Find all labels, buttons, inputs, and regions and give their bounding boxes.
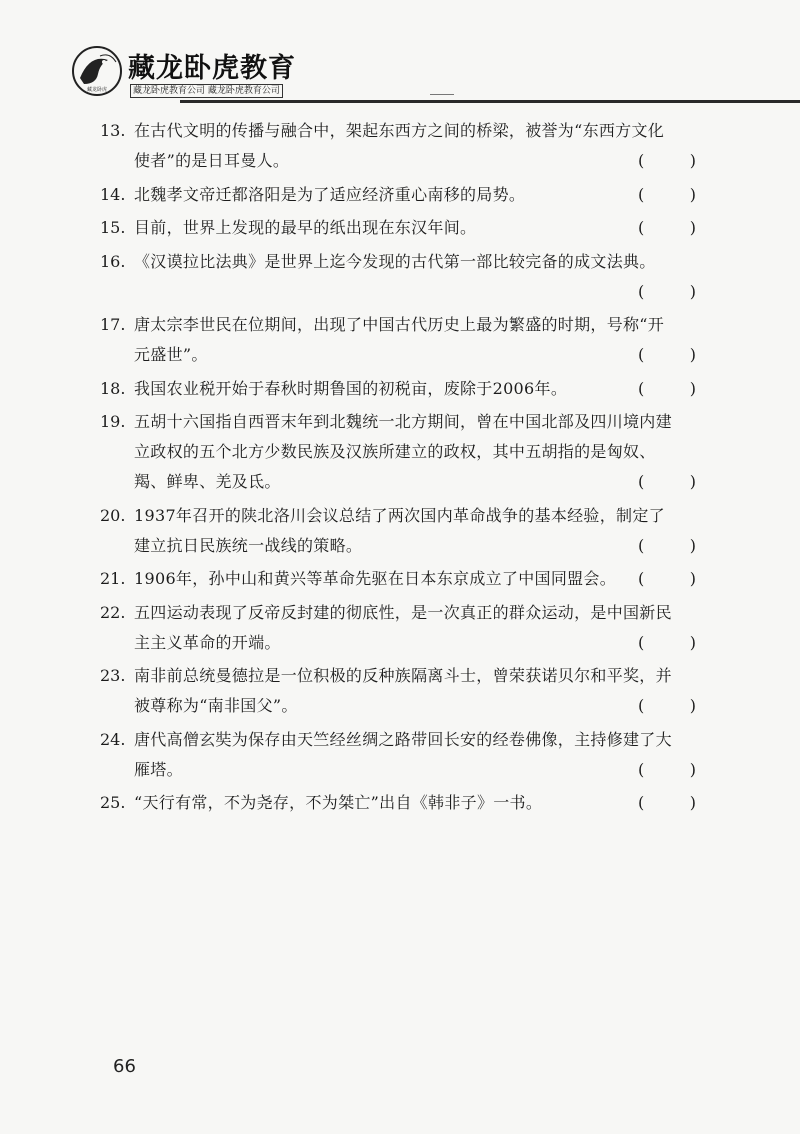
- question-number: 23.: [100, 666, 126, 685]
- question-item: [100, 116, 710, 176]
- question-number: 25.: [100, 793, 126, 812]
- close-paren: ): [689, 218, 696, 237]
- open-paren: (: [638, 632, 645, 652]
- close-paren: ): [689, 151, 696, 170]
- question-item: [100, 661, 710, 721]
- question-number: 17.: [100, 315, 126, 334]
- open-paren: (: [638, 378, 645, 398]
- answer-blank[interactable]: [638, 277, 696, 307]
- question-text-line: 建立抗日民族统一战线的策略。: [134, 535, 363, 555]
- answer-blank[interactable]: [638, 628, 696, 658]
- question-item: [100, 247, 710, 307]
- brand-title: 藏龙卧虎教育: [128, 53, 296, 84]
- open-paren: (: [638, 535, 645, 555]
- open-paren: (: [638, 569, 645, 588]
- question-number: 20.: [100, 505, 126, 525]
- question-text-line: 1906年，孙中山和黄兴等革命先驱在日本东京成立了中国同盟会。: [134, 569, 617, 588]
- question-number: 13.: [100, 121, 126, 140]
- answer-blank[interactable]: [638, 146, 696, 176]
- close-paren: ): [689, 472, 696, 491]
- question-number: 22.: [100, 602, 126, 622]
- question-text-line: [100, 277, 710, 307]
- open-paren: (: [638, 218, 645, 237]
- question-text-line: 元盛世”。: [134, 345, 208, 364]
- question-text-line: 主主义革命的开端。: [134, 632, 281, 652]
- question-text-line: 雁塔。: [134, 759, 183, 779]
- answer-blank[interactable]: [638, 531, 696, 561]
- question-text-line: 在古代文明的传播与融合中，架起东西方之间的桥梁，被誉为“东西方文化: [134, 121, 665, 140]
- question-item: [100, 598, 710, 658]
- question-number: 15.: [100, 218, 126, 237]
- close-paren: ): [689, 281, 696, 301]
- answer-blank[interactable]: [638, 213, 696, 243]
- question-number: 24.: [100, 729, 126, 749]
- question-text-line: 南非前总统曼德拉是一位积极的反种族隔离斗士，曾荣获诺贝尔和平奖，并: [134, 666, 672, 685]
- question-item: [100, 501, 710, 561]
- question-text-line: 我国农业税开始于春秋时期鲁国的初税亩，废除于2006年。: [134, 378, 568, 398]
- question-number: 16.: [100, 251, 126, 271]
- close-paren: ): [689, 632, 696, 652]
- question-number: 18.: [100, 378, 126, 398]
- logo-caption: 藏龙卧虎: [86, 87, 108, 93]
- question-item: [100, 310, 710, 370]
- question-number: 14.: [100, 184, 126, 204]
- answer-blank[interactable]: [638, 374, 696, 404]
- question-text-line: 《汉谟拉比法典》是世界上迄今发现的古代第一部比较完备的成文法典。: [134, 251, 656, 271]
- question-item: [100, 564, 710, 594]
- answer-blank[interactable]: [638, 755, 696, 785]
- close-paren: ): [689, 759, 696, 779]
- open-paren: (: [638, 472, 645, 491]
- question-text-line: 五四运动表现了反帝反封建的彻底性，是一次真正的群众运动，是中国新民: [134, 602, 672, 622]
- close-paren: ): [689, 535, 696, 555]
- question-text-line: 立政权的五个北方少数民族及汉族所建立的政权，其中五胡指的是匈奴、: [134, 442, 656, 461]
- question-text-line: 1937年召开的陕北洛川会议总结了两次国内革命战争的基本经验，制定了: [134, 505, 665, 525]
- question-list: [100, 116, 710, 822]
- answer-blank[interactable]: [638, 180, 696, 210]
- open-paren: (: [638, 184, 645, 204]
- question-number: 19.: [100, 412, 126, 431]
- question-text-line: 五胡十六国指自西晋末年到北魏统一北方期间，曾在中国北部及四川境内建: [134, 412, 672, 431]
- page-number: 66: [113, 1056, 136, 1077]
- answer-blank[interactable]: [638, 788, 696, 818]
- question-item: [100, 213, 710, 243]
- close-paren: ): [689, 184, 696, 204]
- page-header: [0, 0, 800, 106]
- question-number: 21.: [100, 569, 126, 588]
- close-paren: ): [689, 696, 696, 715]
- open-paren: (: [638, 793, 645, 812]
- answer-blank[interactable]: [638, 564, 696, 594]
- question-text-line: “天行有常，不为尧存，不为桀亡”出自《韩非子》一书。: [134, 793, 543, 812]
- question-text-line: 目前，世界上发现的最早的纸出现在东汉年间。: [134, 218, 477, 237]
- open-paren: (: [638, 345, 645, 364]
- question-text-line: 使者”的是日耳曼人。: [134, 151, 290, 170]
- question-text-line: 羯、鲜卑、羌及氐。: [134, 472, 281, 491]
- question-item: [100, 180, 710, 210]
- open-paren: (: [638, 281, 645, 301]
- close-paren: ): [689, 793, 696, 812]
- question-item: [100, 374, 710, 404]
- question-item: [100, 407, 710, 497]
- header-rule: [180, 100, 800, 103]
- answer-blank[interactable]: [638, 340, 696, 370]
- open-paren: (: [638, 151, 645, 170]
- close-paren: ): [689, 345, 696, 364]
- question-text-line: 唐太宗李世民在位期间，出现了中国古代历史上最为繁盛的时期，号称“开: [134, 315, 665, 334]
- open-paren: (: [638, 759, 645, 779]
- close-paren: ): [689, 378, 696, 398]
- answer-blank[interactable]: [638, 691, 696, 721]
- logo-emblem-icon: [70, 44, 124, 98]
- answer-blank[interactable]: [638, 467, 696, 497]
- question-item: [100, 788, 710, 818]
- brand-subtitle: 藏龙卧虎教育公司 藏龙卧虎教育公司: [130, 84, 283, 98]
- open-paren: (: [638, 696, 645, 715]
- question-text-line: 北魏孝文帝迁都洛阳是为了适应经济重心南移的局势。: [134, 184, 526, 204]
- question-text-line: 被尊称为“南非国父”。: [134, 696, 298, 715]
- question-item: [100, 725, 710, 785]
- question-text-line: 唐代高僧玄奘为保存由天竺经丝绸之路带回长安的经卷佛像，主持修建了大: [134, 729, 672, 749]
- close-paren: ): [689, 569, 696, 588]
